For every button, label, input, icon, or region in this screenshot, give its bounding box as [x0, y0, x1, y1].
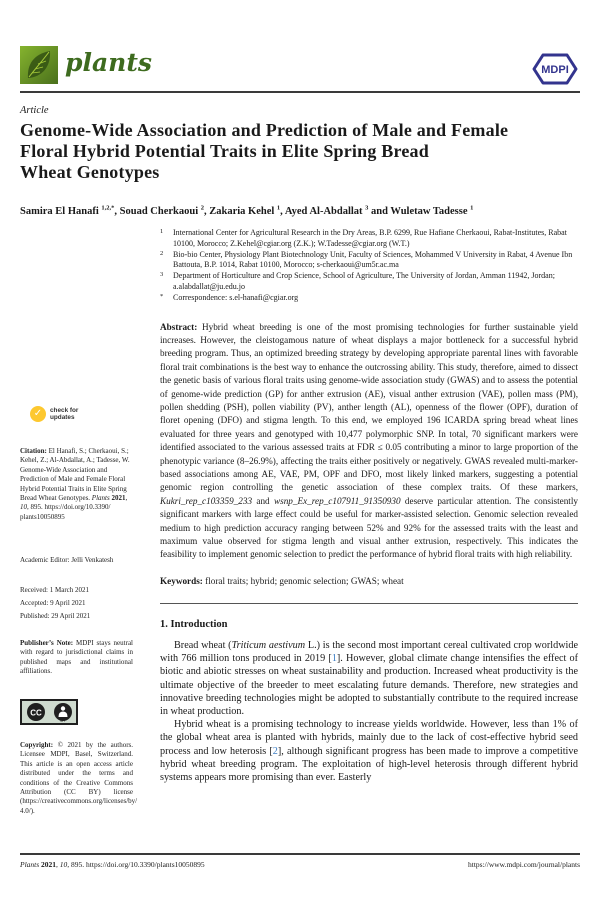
- correspondence: * Correspondence: s.el-hanafi@cgiar.org: [160, 292, 299, 302]
- authors-line: Samira El Hanafi $^{1,2,*}$, Souad Cherkaoui $^2$, Zakaria Kehel $^1$, Ayed Al-Abdallat $^3$ and Wuletaw Tadesse $^1$: [20, 204, 474, 217]
- cc-by-person-icon: [53, 702, 73, 722]
- footer-journal-url[interactable]: https://www.mdpi.com/journal/plants: [467, 860, 580, 869]
- received-date: Received: 1 March 2021: [20, 586, 90, 594]
- affiliation-2: 2 Bio-bio Center, Physiology Plant Biotechnology Unit, Faculty of Sciences, Mohammed V University in Rabat, 4 Avenue Ibn Battouta, B.P. 1014, Rabat 10100, Morocco; s-cherkaoui@um5r.ac.ma: [160, 249, 573, 270]
- cc-by-license-badge[interactable]: [20, 699, 78, 725]
- affiliation-3: 3 Department of Horticulture and Crop Science, School of Agriculture, The University of Jordan, Amman 11942, Jordan; a.alabdallat@ju.edu.jo: [160, 271, 555, 291]
- check-icon: ✓: [33, 408, 43, 420]
- footer: [20, 860, 580, 869]
- mdpi-logo: [531, 50, 579, 88]
- introduction-paragraph-2: Hybrid wheat is a promising technology to increase yields worldwide. However, less than 1% of the global wheat area is planted with hybrids, mainly due to the lack of cost-effective hybrid seed process and low heterosis [2], although significant progress has been made to improve a competitive hybrid wheat breeding program. The exploitation of high-level heterosis through different hybrid systems appears more promising than ever. Easterly: [160, 719, 578, 783]
- keywords-line: [160, 576, 578, 586]
- check-for-updates-badge[interactable]: [30, 406, 143, 422]
- title-line-2: Floral Hybrid Potential Traits in Elite Spring Bread: [20, 141, 429, 161]
- plants-journal-logo: [20, 46, 58, 84]
- mdpi-badge-icon: [531, 50, 579, 88]
- copyright-block: Copyright: © 2021 by the authors. Licensee MDPI, Basel, Switzerland. This article is an open access article distributed under the terms and conditions of the Creative Commons Attribution (CC BY) license (https://creativecommons.org/licenses/by/ 4.0/).: [20, 741, 138, 815]
- footer-divider: [20, 853, 580, 855]
- keywords-text: floral traits; hybrid; genomic selection; GWAS; wheat: [205, 575, 404, 586]
- title-line-3: Wheat Genotypes: [20, 162, 160, 182]
- affiliation-1: 1 International Center for Agricultural Research in the Dry Areas, B.P. 6299, Rue Hafiane Cherkaoui, Rabat-Institutes, Rabat 10100, Morocco; Z.Kehel@cgiar.org (Z.K.); W.Tadesse@cgiar.org (W.T.): [160, 228, 567, 248]
- publishers-note: Publisher’s Note: MDPI stays neutral with regard to jurisdictional claims in published maps and institutional affiliations.: [20, 639, 133, 676]
- introduction-heading: 1. Introduction: [160, 618, 228, 630]
- introduction-paragraph-1: Bread wheat (Triticum aestivum L.) is the second most important cereal cultivated crop worldwide with 766 million tons produced in 2019 [1]. However, global climate change intensifies the effect of biotic and abiotic stresses on wheat sustainability and production. Increased wheat productivity is the ultimate objective of the breeder to meet escalating future demands. Therefore, new strategies and innovative breeding technologies might be adopted to substantially contribute to the required increase in wheat production.: [160, 639, 579, 717]
- article-type-label: Article: [20, 105, 49, 116]
- reference-link[interactable]: 1: [331, 653, 337, 665]
- cc-icon: [26, 702, 46, 722]
- svg-text:BY: BY: [59, 717, 66, 722]
- footer-citation-link[interactable]: Plants 2021, 10, 895. https://doi.org/10.3390/plants10050895: [20, 860, 205, 869]
- checkmark-circle-icon: [30, 406, 46, 422]
- reference-link[interactable]: 2: [272, 745, 278, 757]
- journal-name: plants: [65, 48, 152, 77]
- article-title: [20, 120, 508, 183]
- title-line-1: Genome-Wide Association and Prediction of Male and Female: [20, 120, 509, 140]
- academic-editor: Academic Editor: Jelli Venkatesh: [20, 556, 114, 564]
- section-divider: [160, 603, 578, 604]
- abstract: Abstract: Hybrid wheat breeding is one of the most promising technologies for further sustainable yield increases. However, the cleistogamous nature of wheat displays a major bottleneck for a successful hybrid breeding program. Thus, an optimized breeding strategy by developing appropriate parental lines with favorable floral trait combinations is the best way to enhance the outcrossing ability. This study, therefore, aimed to dissect the genetic basis of various floral traits using genome-wide association study (GWAS) and to assess the potential of genome-wide prediction (GP) for anther extrusion (AE), visual anther extrusion (VAE), pollen mass (PM), pollen shedding (PSH), pollen viability (PV), anther length (AL), openness of the flower (OPF), duration of floret opening (DFO) and stigma length. To this end, we employed 196 ICARDA spring bread wheat lines evaluated for three years and genotyped with 10,477 polymorphic SNP. In total, 70 significant markers were identified associated to the various assessed traits at FDR ≤ 0.05 contributing a minor to large proportion of the phenotypic variance (8–26.9%), affecting the traits either positively or negatively. GWAS revealed multi-marker-based associations among AE, VAE, PM, OPF and DFO, most likely linked markers, suggesting a potential genomic region controlling the genetic association of these complex traits. Of these markers, Kukri_rep_c103359_233 and wsnp_Ex_rep_c107911_91350930 deserve particular attention. The consistently significant markers with large effect could be useful for marker-assisted selection. Genomic selection revealed medium to high prediction accuracy ranging between 52% and 92% for the assessed traits with the least and maximum value observed for stigma length and visual anther extrusion, respectively. This indicates the feasibility to implement genomic selection to predict the performance of hybrid floral traits with high reliability.: [160, 321, 578, 560]
- published-date: Published: 29 April 2021: [20, 612, 91, 620]
- svg-text:CC: CC: [29, 708, 42, 718]
- main-column: [160, 228, 578, 784]
- leaf-icon: [20, 46, 58, 84]
- article-dates: [20, 584, 133, 623]
- check-for-updates-label: check for updates: [50, 406, 79, 421]
- svg-text:MDPI: MDPI: [541, 64, 569, 76]
- accepted-date: Accepted: 9 April 2021: [20, 599, 86, 607]
- keywords-label: Keywords:: [160, 575, 206, 586]
- citation-block: Citation: El Hanafi, S.; Cherkaoui, S.; Kehel, Z.; Al-Abdallat, A.; Tadesse, W. Genome-Wide Association and Prediction of Male and Female Floral Hybrid Potential Traits in Elite Spring Bread Wheat Genotypes. Plants 2021, 10, 895. https://doi.org/10.3390/ plants10050895: [20, 447, 130, 521]
- header-divider: [20, 91, 580, 93]
